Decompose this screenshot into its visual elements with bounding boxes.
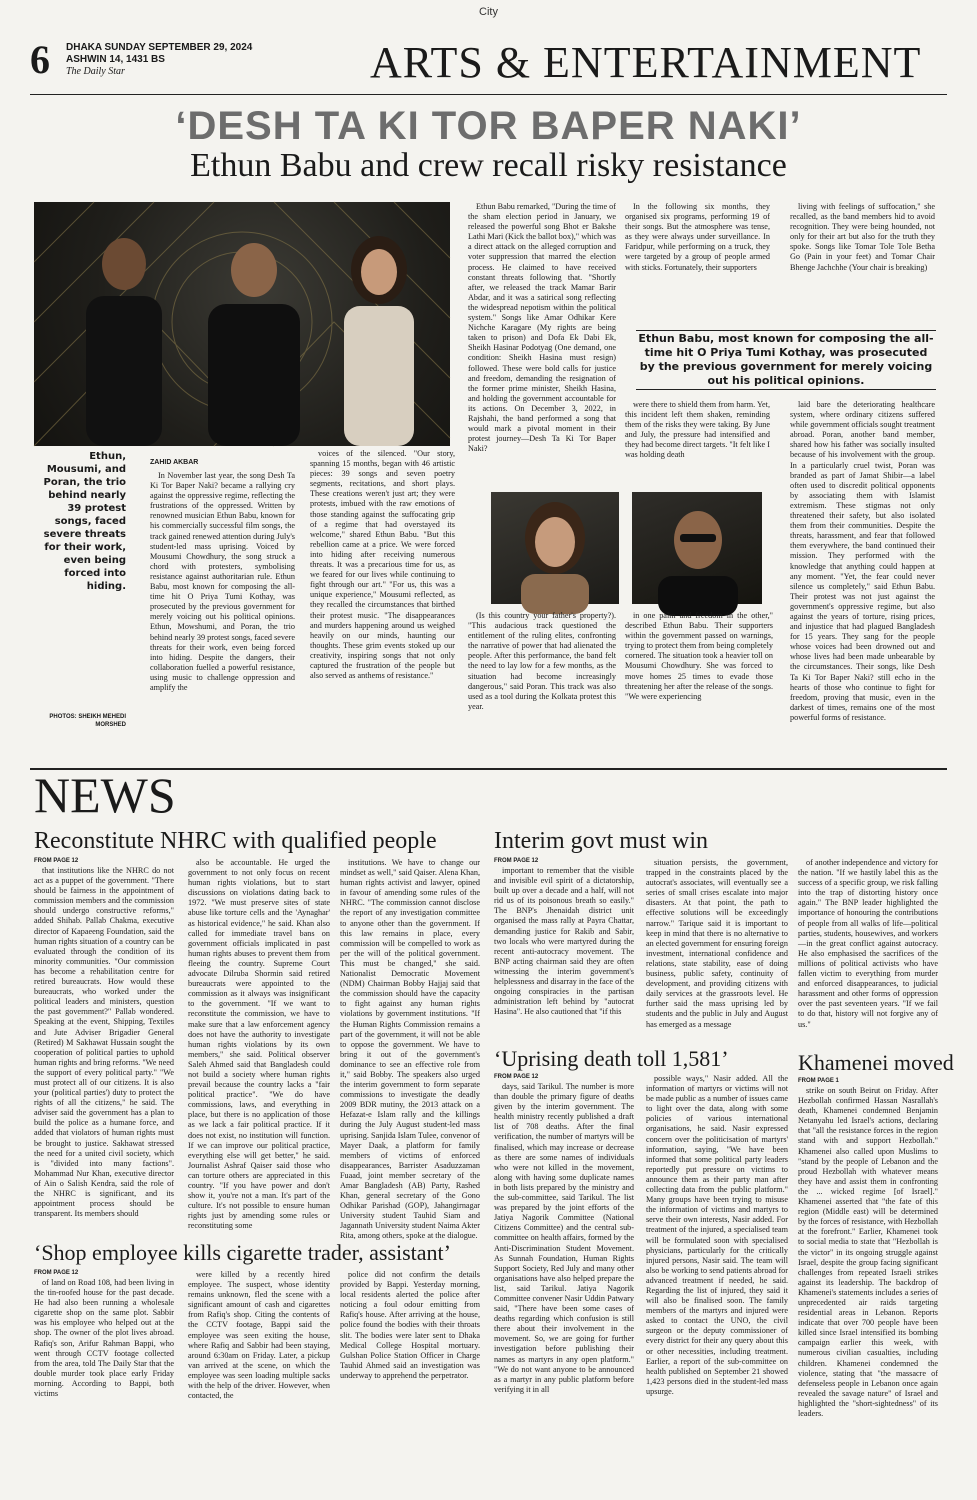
- ethun-portrait: [632, 492, 762, 604]
- story5-column-1: of land on Road 108, had been living in the tin-roofed house for the past decade. He had also been running a wholesale cigarette shop on the same plot. Sabbir was his employee who helped out at the shop. The owner of the plot lives abroad. Rafiq's son, Arifur Rahman Bappi, who went through CCTV footage collected from the area, told The Daily Star that the double murder took place early Friday morning. According to Bappi, both victims: [34, 1278, 174, 1399]
- person-ethun-photo: [64, 232, 184, 446]
- story1-headline: Reconstitute NHRC with qualified people: [34, 828, 437, 854]
- story5-headline: ‘Shop employee kills cigarette trader, assistant’: [34, 1240, 451, 1265]
- feature-column-4: In the following six months, they organised six programs, performing 19 of their songs. But the atmosphere was tense, as they were always under surveillance. In Faridpur, while performing on a truck, they were targeted by a group of people armed with sticks. Fortunately, their supporters: [625, 202, 770, 272]
- story4-from: FROM PAGE 1: [798, 1078, 839, 1084]
- feature-column-3: Ethun Babu remarked, "During the time of the sham election period in January, we released the powerful song Bhot er Bakshe Lathi Mari (Kick the ballot box)," which was a direct attack on the alleged corruption and voter suppression that marred the election process. He claimed to have received constant threats following that. "Shortly after, we released the track Mamar Barir Abdar, and it was a satirical song reflecting the widespread nepotism within the political system." Songs like Amar Odhikar Kere Nichche Karagare (My rights are being taken to prison) and Dofa Ek Dabi Ek, Sheikh Hasinar Podotyag (One demand, one condition: Sheikh Hasina must resign) followed. These were bold calls for justice and freedom, demanding the resignation of the former prime minister, Sheikh Hasina, and holding the government accountable for its actions. On December 3, 2022, in Rajshahi, the band performed a song that would mark a pivotal moment in their protest journey—Desh Ta Ki Tor Baper Naki?: [468, 202, 616, 454]
- feature-column-3b: (Is this country your father's property?). "This audacious track questioned the entitlement of the ruling elites, confronting the narrative of power that had alienated the people. After this performance, the band felt the need to lay low for a few months, as the situation had become increasingly dangerous," said Poran. This track was also used as a tool during the Kolkata protest this year.: [468, 611, 616, 711]
- story1-column-3: institutions. We have to change our mindset as well," said Qaiser. Alena Khan, human rights activist and lawyer, opined in favour of amending some rules of the NHRC. "The commission cannot disclose the report of any investigation committee to anyone other than the government. If this law remains in place, every commission will be compelled to work as per the will of the political government. This must be changed," she said. Nationalist Democratic Movement (NDM) Chairman Bobby Hajjaj said that the commission should have the capacity to fight against any human rights violations by government institutions. "If the Human Rights Commission remains a part of the government, it will not be able to oppose the government. We have to bring it out of the government's dominance to see an effective role from it," said Bobby. The speakers also urged the interim government to form separate commissions to investigate the deadly 2009 BDR mutiny, the 2013 attack on a Hefazat-e Islam rally and the killings during the July August student-led mass uprising. Sanjida Islam Tulee, convenor of Mayer Daak, a platform for family members of victims of enforced disappearances, Barrister Asaduzzaman Fuaad, joint member secretary of the Amar Bangladesh (AB) Party, Rashed Khan, general secretary of the Gono Odhikar Parishad (GOP), Jahangirnagar University student Tauhid Siam and Jagannath University student Naima Akter Rita, among others, spoke at the dialogue.: [340, 858, 480, 1241]
- feature-column-5b: laid bare the deteriorating healthcare system, where ordinary citizens suffered while government officials sought treatment abroad. Poran, another band member, shared how his father was socially insulted because of his involvement with the group. In a particularly cruel twist, Poran was branded as part of Jamat Shibir—a label often used to discredit political opponents by associating them with Islamist extremism. These stigmas not only threatened their safety, but also isolated them from their communities. Despite the threats, harassment, and fear that followed them everywhere, the band continued their mission. They performed with the knowledge that anything could happen at any moment. "Yet, the fear could never silence us completely," said Ethun Babu. Their protest was not just against the government's oppressive regime, but also against the years of torture, rising prices, and injustice that had plagued Bangladesh for 15 years. They sang for the people whose voices had been drowned out and whose lives had been made unbearable by the circumstances. Their songs, like Desh Ta Ki Tor Baper Naki? still echo in the hearts of those who continue to fight for freedom, proving that music, even in the darkest of times, remains one of the most powerful forms of resistance.: [790, 400, 935, 722]
- bangla-date: ASHWIN 14, 1431 BS: [66, 54, 165, 65]
- story2-column-2: situation persists, the government, trapped in the constraints placed by the autocrat's associates, will eventually see a series of small crises escalate into major disasters. At that point, the path to effective solutions will be exceedingly narrow." Tarique said it is important to keep in mind that there is no alternative to an elected government for ensuring foreign investment, international confidence and relations, state stability, ease of doing business, public safety, continuity of development, and providing citizens with daily services at the grassroots level. He further said the mass uprising led by students and the public in July and August has emerged as a message: [646, 858, 788, 1029]
- story4-column-1: strike on south Beirut on Friday. After Hezbollah confirmed Hassan Nasrallah's death, Khamenei condemned Benjamin Netanyahu led Israel's actions, declaring that "all the resistance forces in the region stand with and support Hezbollah." Khamenei also called upon Muslims to "stand by the people of Lebanon and the proud Hezbollah with whatever means they have and assist them in confronting the ... wicked regime [of Israel]." Khamenei asserted that "the fate of this region (Middle east) will be determined by the forces of resistance, with Hezbollah at the forefront." Earlier, Khamenei took to social media to state that "Hezbollah is the victor" in its ongoing struggle against Israel, despite the group facing significant challenges from repeated Israeli strikes against its leadership. The backdrop of Khamenei's statements includes a series of unprecedented air raids targeting residential areas in Lebanon. Reports indicate that over 700 people have been killed since Israel intensified its bombing campaign earlier this week, with numerous civilian casualties, including children. Khamenei condemned the violence, stating that "the massacre of defenseless people in Lebanon once again revealed the savage nature" of Israel and highlighted the "short-sightedness" of its leaders.: [798, 1086, 938, 1418]
- feature-column-4b: were there to shield them from harm. Yet, this incident left them shaken, reminding them of the risks they were taking. By June and July, the pressure had intensified and they had become direct targets. "It felt like I was holding death: [625, 400, 770, 460]
- story1-from: FROM PAGE 12: [34, 858, 79, 864]
- page-number: 6: [30, 37, 50, 82]
- photo-caption: Ethun, Mousumi, and Poran, the trio behind nearly 39 protest songs, faced severe threats for their work, even being forced into hiding.: [43, 451, 126, 592]
- feature-photo: [34, 202, 450, 446]
- feature-column-1: In November last year, the song Desh Ta Ki Tor Baper Naki? became a rallying cry against the oppressive regime, reflecting the frustrations of the oppressed. Written by renowned musician Ethun Babu, known for his commercially successful film songs, the track gained renewed attention during July's student-led mass uprising. Voiced by Mousumi Chowdhury, the song struck a chord with protesters, symbolising resistance against authoritarian rule. Ethun Babu, most known for composing the all-time hit O Priya Tumi Kothay, was prosecuted by the previous government for merely voicing out his political opinions. Ethun, Mowshumi, and Poran, the trio behind nearly 39 protest songs, faced severe threats for their work, even being forced into hiding. Despite the dangers, their collaboration fuelled a powerful resistance, using music to challenge oppression and amplify the: [150, 471, 295, 692]
- story1-column-1: that institutions like the NHRC do not act as a puppet of the government. "There should be fairness in the appointment of commission members and the commission should undergo constructive reforms," added Shihab. Pallab Chakma, executive director of Kapaeeng Foundation, said the human rights situation of a country can be evaluated through the condition of its minority communities. "Our commission has become a rehabilitation centre for retired bureaucrats. How would these bureaucrats, who worked under the political leaders and ministers, question the past government?" Pallab wondered. Speaking at the event, Shipping, Textiles and Jute Adviser Brigadier General (Retired) M Sakhawat Hussain sought the cooperation of political parties to uphold human rights and bring reforms. "We need the support of every political party." "We must protect all of our citizens. It is also your (political parties') duty to protect the rights of all the citizens," he said. The adviser said the government has a plan to build the police as a humane force, and added that violators of human rights must be brought to justice. Sakhawat stressed the need for a united civil society, which is "divided into many factions". Mohammad Nur Khan, executive director of Ain o Salish Kendra, said the role of the NHRC is significant, and its appointment process should be transparent. Its members should: [34, 866, 174, 1219]
- dateline: [66, 42, 266, 78]
- feature-column-4c: in one palm and freedom in the other," described Ethun Babu. Their supporters within the government passed on warnings, trying to protect them from being completely cornered. The situation took a heavier toll on Mousumi Chowdhury. She was forced to move homes 25 times to evade those threatening her after the release of the songs. "We were experiencing: [625, 611, 773, 701]
- person-poran-photo: [194, 236, 314, 446]
- story2-column-1: important to remember that the visible and invisible evil spirit of a dictatorship, built up over a decade and a half, will not rid us of its poisonous breath so easily." The BNP's Jhenaidah district unit organised the mass rally at Payra Chattar, demanding justice for Rakib and Sabir, two locals who were martyred during the recent anti-autocracy movement. The BNP acting chairman said they are often witnessing the interim government's helplessness and disarray in the face of the ongoing conspiracies in the partisan administration left behind by "autocrat Hasina". He also cautioned that "if this: [494, 866, 634, 1017]
- story5-from: FROM PAGE 12: [34, 1270, 79, 1276]
- ethun-portrait-figure: [632, 492, 762, 604]
- story3-from: FROM PAGE 12: [494, 1074, 539, 1080]
- story3-headline: ‘Uprising death toll 1,581’: [494, 1046, 729, 1071]
- story3-column-1: days, said Tarikul. The number is more than double the primary figure of deaths given by the interim government. The health ministry recently published a draft list of 708 deaths. After the final verification, the number of martyrs will be finalised, which may increase or decrease as there are some names of individuals who were not killed in the movement, along with having some duplicate names in both lists prepared by the ministry and the sub-committee, said Tarikul. The list was prepared by the joint efforts of the Jatiya Nagorik Committee (National Citizens Committee) and the central sub-committee on health affairs, formed by the Anti-Discrimination Student Movement. As Sunnah Foundation, Human Rights Support Society, Red July and many other organisations have also helped prepare the list, said Tarikul. Jatiya Nagorik Committee convener Nasir Uddin Patwary said, "There have been some cases of deaths regarding which confusion is still there about their involvement in the movement. So, we are going for further investigation before publishing their names as martyrs in any open platform." "We do not want anyone to be announced as a martyr in any public platform before verifying it in all: [494, 1082, 634, 1394]
- story2-column-3: of another independence and victory for the nation. "If we hastily label this as the success of a specific group, we risk falling into the trap of distorting history once again." The BNP leader highlighted the importance of honouring the contributions of people from all walks of life—political parties, students, housewives, and workers—in the great conflict against autocracy. He also emphasised the sacrifices of the millions of political activists who have fallen victim to everything from murder and enforced disappearances, to judicial harassment and other forms of oppression over the past seventeen years. "If we fail to do that, history will not forgive any of us.": [798, 858, 938, 1029]
- story5-column-2: were killed by a recently hired employee. The suspect, whose identity remains unknown, fled the scene with a significant amount of cash and cigarettes from Rafiq's shop. Citing the contents of the CCTV footage, Bappi said the employee was seen exiting the house, where Rafiq and Sabbir had been staying, around 6:30am on Friday. Later, a pickup van arrived at the scene, on which the employee was seen loading multiple sacks with the help of the driver. However, when contacted, the: [188, 1270, 330, 1401]
- story2-headline: Interim govt must win: [494, 828, 708, 854]
- byline: ZAHID AKBAR: [150, 459, 199, 466]
- mousumi-portrait: [491, 492, 619, 604]
- section-tag: City: [479, 6, 498, 18]
- feature-column-5: living with feelings of suffocation," she recalled, as the band members hid to avoid recognition. They were being hounded, not only for their art but also for the truth they spoke. Songs like Tomar Tole Tole Betha Go (Pain in your feet) and Tomar Chair Bhenge Jachchhe (Your chair is breaking): [790, 202, 935, 272]
- date-line: DHAKA SUNDAY SEPTEMBER 29, 2024: [66, 42, 253, 53]
- story1-column-2: also be accountable. He urged the government to not only focus on recent human rights violations, but to start discussions on violations dating back to 1972. "We must preserve sites of state abuse like torture cells and the 'Aynaghar' as historical evidence," he said. Khan also called for immediate travel bans on government officials implicated in past human rights abuses to prevent them from fleeing the country. Supreme Court advocate Dilruba Shormin said retired bureaucrats were appointed to the commission as it always was insignificant to the government. "If we want to reconstitute the commission, we have to make sure that a law enforcement agency does not have the authority to investigate human rights violations by its own members," she said. Political observer Saleh Ahmed said that Bangladesh could not build a society where human rights prevail because the country lacks a "fair political practice". "We do have commissions, laws, and everything in place, but there is no application of those as we lack a fair political practice. If it does not exist, no institution will function. If we can improve our political practice, everything else will get better," he said. Journalist Ashraf Qaiser said those who can torture others are appreciated in this country. "If you have power and don't show it, you're not a man. It's part of the culture. It's not possible to ensure human rights just by amending some rules or reconstituting some: [188, 858, 330, 1231]
- feature-kicker: ‘DESH TA KI TOR BAPER NAKI’: [175, 104, 802, 148]
- story4-headline: Khamenei moved: [798, 1050, 954, 1075]
- news-section-title: NEWS: [34, 767, 176, 823]
- photo-credit: PHOTOS: SHEIKH MEHEDI MORSHED: [49, 714, 126, 728]
- pull-quote: Ethun Babu, most known for composing the all-time hit O Priya Tumi Kothay, was prosecuted by the previous government for merely voicing out his political opinions.: [636, 330, 936, 390]
- story5-column-3: police did not confirm the details provided by Bappi. Yesterday morning, local residents alerted the police after noticing a foul odour emitting from Rafiq's house. After arriving at the house, police found the bodies with their throats slit. The bodies were later sent to Dhaka Medical College Hospital mortuary. Gulshan Police Station Officer in Charge Tauhid Ahmed said an investigation was underway to apprehend the perpetrator.: [340, 1270, 480, 1380]
- section-title: ARTS & ENTERTAINMENT: [370, 38, 922, 87]
- feature-headline: Ethun Babu and crew recall risky resistance: [190, 147, 787, 184]
- masthead-rule: [30, 94, 947, 95]
- person-mousumi-photo: [324, 232, 434, 446]
- story2-from: FROM PAGE 12: [494, 858, 539, 864]
- feature-column-2: voices of the silenced. "Our story, spanning 15 months, began with 46 artistic pieces: 39 songs and seven poetry segments, recitations, and short plays. These creations weren't just art; they were protests, imbued with the raw emotions of those standing against the suffocating grip of a regime that had overstayed its welcome," shared Ethun Babu. "But this rebellion came at a price. We were forced into hiding after receiving numerous threats. It was a precarious time for us, as we feared for our lives while continuing to fight through our art." "For us, this was a unique experience," Mousumi reflected, as they recalled the circumstances that birthed their protest music. "The disappearances and murders happening around us weighed heavily on our minds, haunting our thoughts. These grim events stoked up our creativity, inspiring songs that not only captured the frustration of the people but also served as anthems of resistance.": [310, 449, 455, 681]
- publication-name: The Daily Star: [66, 66, 125, 77]
- story3-column-2: possible ways," Nasir added. All the information of martyrs or victims will not be made public as a number of issues came to light over the data, along with some policies of various international organisations, he said. Nasir expressed concern over the politicisation of martyrs' information, saying, "We have been informed that some political party leaders reportedly put pressure on victims to announce them as their party man after collecting data from the public platform." Many groups have been trying to misuse the information of victims and martyrs to serve their own interests, Nasir added. For treatment of the injured, a specialised team will be formulated soon with specialised physicians, particularly for the critically injured persons, Nasir said. The team will also be working to send patients abroad for advanced treatment if needed, he said. Regarding the list of injured, they said it will also be finalised soon. The family members of the martyrs and injured were asked to contact the UNO, the civil surgeon or the deputy commissioner of every district for their any query about this or other necessities, including treatment. Earlier, a report of the sub-committee on health published on September 21 showed 1,423 persons died in the student-led mass upsurge.: [646, 1074, 788, 1396]
- mousumi-portrait-figure: [491, 492, 619, 604]
